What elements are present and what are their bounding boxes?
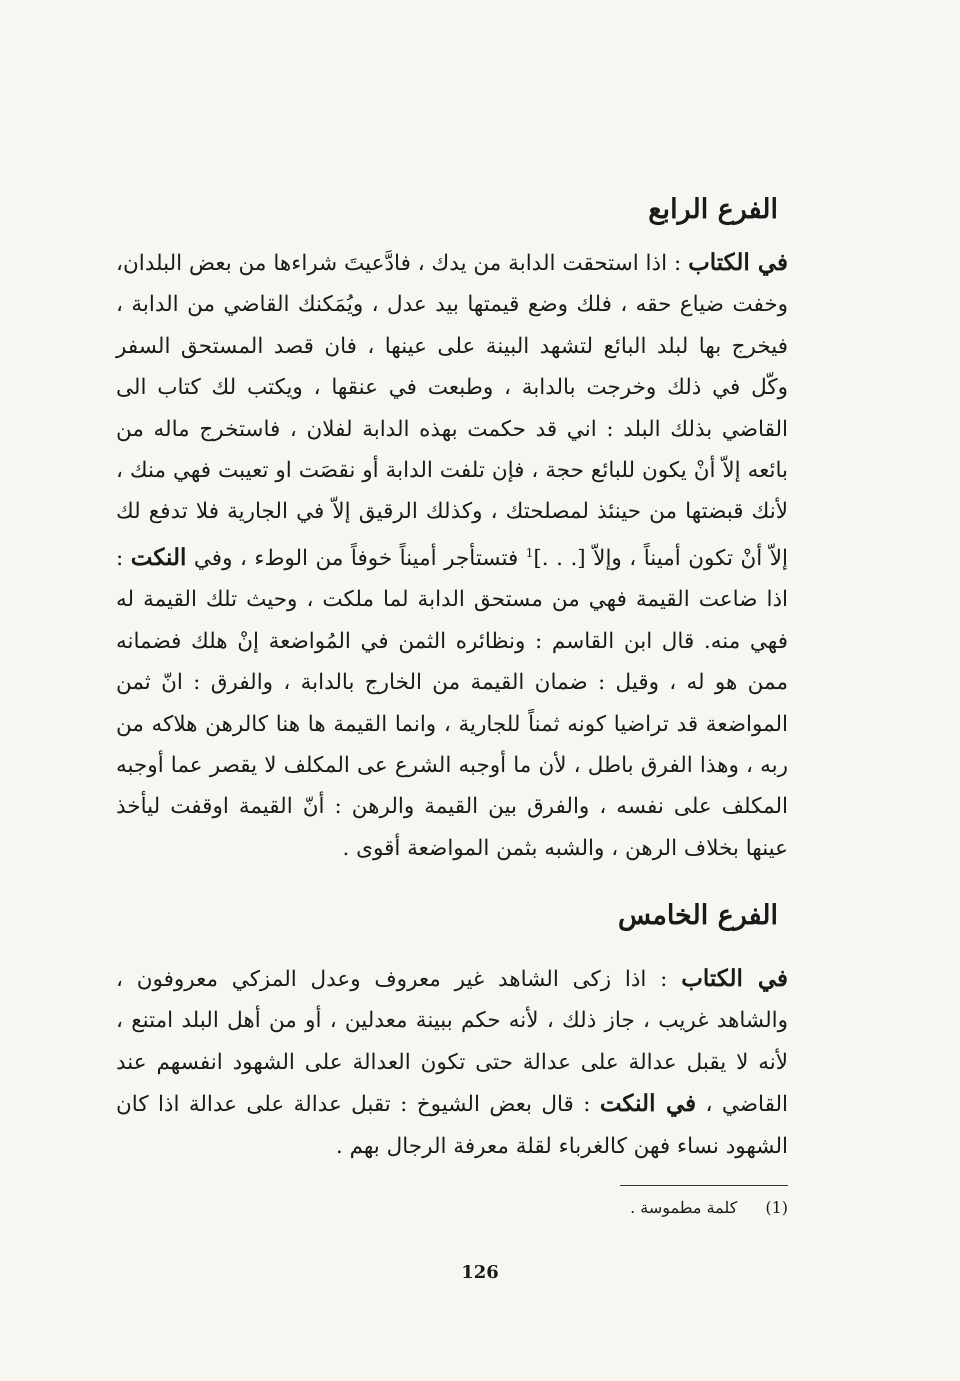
text-segment: : اذا زكى الشاهد غير معروف وعدل المزكي معروفون ، والشاهد غريب ، جاز ذلك ، لأنه حكم ببينة معدلين ، أو من أهل البلد امتنع ، لأنه لا يقبل عدالة على عدالة حتى تكون العدالة على الشهود انفسهم عند القاضي ،	[116, 967, 788, 1118]
text-segment: : اذا ضاعت القيمة فهي من مستحق الدابة لما ملكت ، وحيث تلك القيمة له فهي منه. قال ابن القاسم : ونظائره الثمن في المُواضعة إنْ هلك فضمانه ممن هو له ، وقيل : ضمان القيمة من الخارج بالدابة ، والفرق : انّ ثمن المواضعة قد تراضيا كونه ثمناً للجارية ، وانما القيمة ها هنا كالرهن هلاكه من ربه ، وهذا الفرق باطل ، لأن ما أوجبه الشرع عى المكلف لا يقصر عما أوجبه المكلف على نفسه ، والفرق بين القيمة والرهن : أنّ القيمة اوقفت ليأخذ عينها بخلاف الرهن ، والشبه بثمن المواضعة أقوى .	[116, 546, 788, 861]
text-segment: : قال بعض الشيوخ : تقبل عدالة على عدالة اذا كان الشهود نساء فهن كالغرباء لقلة معرفة الرجال بهم .	[116, 1092, 788, 1159]
page-number: 126	[461, 1262, 499, 1283]
paragraph-fourth-branch	[116, 242, 788, 869]
keyword-kitab: في الكتاب	[681, 965, 788, 992]
paragraph-fifth-branch	[116, 958, 788, 1167]
text-segment: فتستأجر أميناً خوفاً من الوطء ، وفي	[186, 546, 526, 571]
text-segment: : اذا استحقت الدابة من يدك ، فادَّعيتَ شراءها من بعض البلدان، وخفت ضياع حقه ، فلك وضع قيمتها بيد عدل ، ويُمَكنك القاضي من الدابة ، فيخرج بها لبلد البائع لتشهد البينة على عينها ، فان قصد المستحق السفر وكّل في ذلك وخرجت بالدابة ، وطبعت في عنقها ، ويكتب لك كتاب الى القاضي بذلك البلد : اني قد حكمت بهذه الدابة لفلان ، فاستخرج ماله من بائعه إلاّ أنْ يكون للبائع حجة ، فإن تلفت الدابة أو نقصَت او تعيبت فهي منك ، لأنك قبضتها من حينئذ لمصلحتك ، وكذلك الرقيق إلاّ في الجارية فلا تدفع لك إلاّ أنْ تكون أميناً ، وإلاّ [. . .]	[116, 251, 788, 571]
keyword-nukat: في النكت	[599, 1090, 697, 1118]
section-heading-fourth: الفرع الرابع	[648, 194, 778, 225]
footnote-text: كلمة مطموسة .	[630, 1198, 738, 1217]
section-heading-fifth: الفرع الخامس	[617, 900, 778, 931]
keyword-kitab: في الكتاب	[688, 249, 788, 276]
keyword-nukat: النكت	[130, 544, 187, 571]
footnote-marker: 1	[525, 545, 534, 560]
footnote	[630, 1196, 788, 1220]
footnote-divider	[620, 1185, 788, 1186]
footnote-number: (1)	[765, 1198, 788, 1217]
